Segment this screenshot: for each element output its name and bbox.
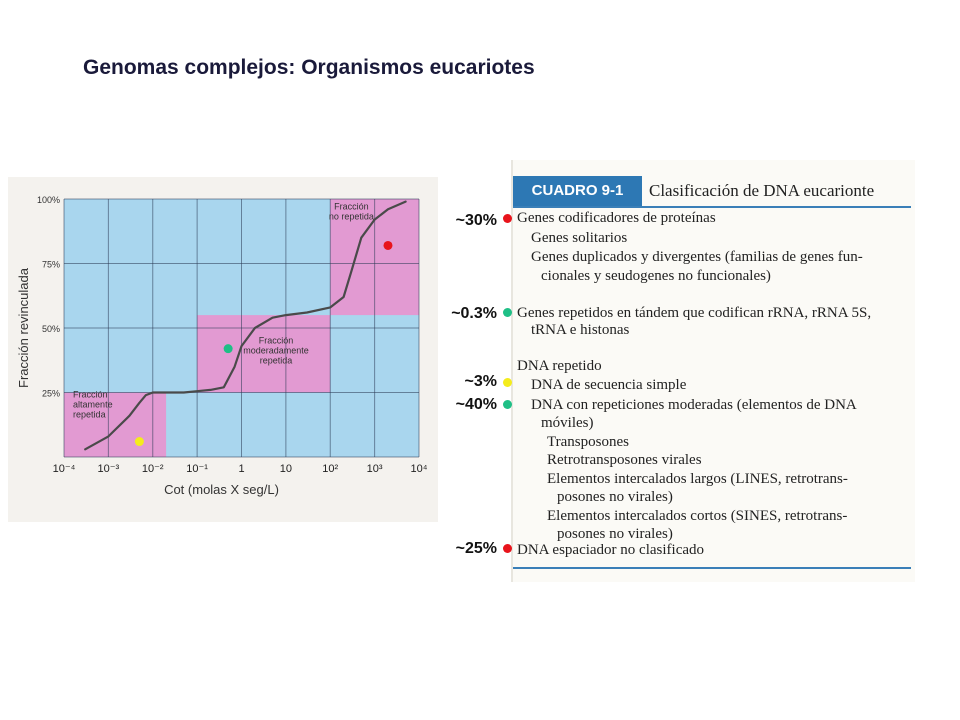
pct-secuencia-simple: ~3%	[464, 373, 497, 390]
region-label-line: Fracción	[73, 389, 108, 400]
table-figure	[511, 160, 915, 582]
region-label-line: Fracción	[258, 335, 294, 346]
region-label-line: altamente	[73, 399, 113, 410]
table-line: DNA de secuencia simple	[531, 377, 687, 393]
x-tick-label: 10²	[322, 463, 339, 475]
table-line: Genes solitarios	[531, 230, 628, 246]
table-line: Genes repetidos en tándem que codifican rRNA, rRNA 5S,	[517, 305, 872, 321]
table-line: posones no virales)	[557, 526, 673, 542]
y-tick-label: 50%	[41, 324, 60, 334]
table-line: tRNA e histonas	[531, 322, 630, 338]
x-tick-label: 1	[238, 463, 245, 475]
cot-curve-figure	[8, 177, 438, 522]
x-tick-label: 10⁻¹	[186, 463, 208, 475]
table-line: Elementos intercalados cortos (SINES, retrotrans-	[547, 508, 848, 524]
x-tick-label: 10⁻²	[141, 463, 164, 475]
pct-genes-codificadores: ~30%	[455, 212, 497, 229]
table-line: cionales y seudogenes no funcionales)	[541, 268, 771, 284]
region-label-line: moderadamente	[243, 345, 309, 356]
table-line: Transposones	[547, 434, 629, 450]
table-line: posones no virales)	[557, 489, 673, 505]
table-line: Genes duplicados y divergentes (familias de genes fun-	[531, 249, 863, 265]
region-label-line: no repetida	[328, 211, 374, 222]
table-line: DNA repetido	[517, 358, 602, 374]
x-axis-label: Cot (molas X seg/L)	[164, 482, 279, 497]
pct-espaciador: ~25%	[455, 540, 497, 557]
yellow-dot-marker	[503, 378, 512, 387]
red-dot-marker	[383, 241, 392, 250]
slide-title: Genomas complejos: Organismos eucariotes	[83, 56, 535, 79]
region-label-line: repetida	[259, 355, 293, 366]
table-line: DNA espaciador no clasificado	[517, 542, 705, 558]
red-dot-marker	[503, 544, 512, 553]
pct-repeticiones-moderadas: ~40%	[455, 396, 497, 413]
y-tick-label: 75%	[41, 259, 60, 270]
x-tick-label: 10⁴	[410, 463, 428, 475]
green-dot-marker	[224, 344, 233, 353]
table-caption: Clasificación de DNA eucarionte	[649, 181, 875, 200]
table-header	[513, 176, 911, 206]
green-dot-marker	[503, 308, 512, 317]
cot-curve-chart	[8, 177, 438, 522]
x-tick-label: 10⁻³	[97, 463, 120, 475]
red-dot-marker	[503, 214, 512, 223]
x-tick-label: 10	[279, 463, 292, 475]
table-number-badge: CUADRO 9-1	[513, 176, 642, 206]
table-line: Retrotransposones virales	[547, 452, 702, 468]
table-rule-bottom	[513, 567, 911, 569]
table-line: Genes codificadores de proteínas	[517, 210, 716, 226]
y-axis-label: Fracción revinculada	[16, 268, 31, 388]
x-tick-label: 10³	[366, 463, 383, 475]
table-line: Elementos intercalados largos (LINES, retrotrans-	[547, 471, 848, 487]
y-tick-label: 25%	[41, 388, 60, 399]
yellow-dot-marker	[135, 437, 144, 446]
table-line: móviles)	[541, 415, 594, 431]
region-label-line: Fracción	[334, 201, 369, 212]
y-tick-label: 100%	[36, 195, 60, 205]
x-tick-label: 10⁻⁴	[52, 463, 76, 475]
green-dot-marker	[503, 400, 512, 409]
table-rule-top	[513, 206, 911, 208]
region-label	[329, 201, 374, 221]
region-label-line: repetida	[73, 409, 106, 420]
table-line: DNA con repeticiones moderadas (elementos de DNA	[531, 397, 857, 413]
pct-genes-tandem: ~0.3%	[451, 305, 497, 322]
